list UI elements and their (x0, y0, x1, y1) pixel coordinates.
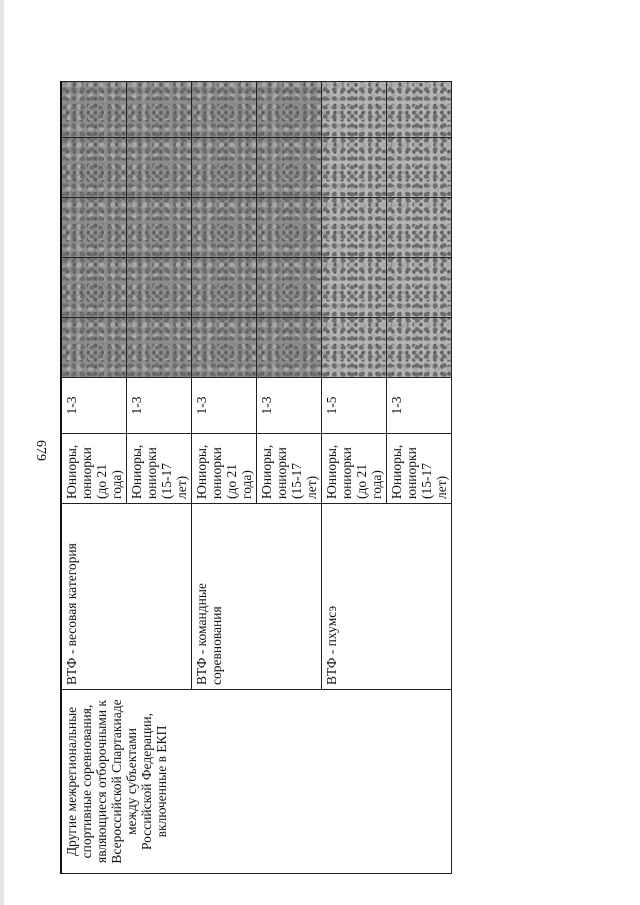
places-cell (61, 378, 127, 434)
redacted-cell (257, 82, 322, 138)
redacted-cell (61, 82, 127, 138)
redacted-cell (61, 198, 127, 258)
redacted-cell (127, 258, 192, 318)
discipline-name: ВТФ - пхумсэ (324, 605, 339, 685)
places-value: 1-3 (259, 396, 274, 415)
age-group: Юниоры, юниорки (15-17 лет) (129, 444, 189, 499)
discipline-cell (61, 504, 192, 690)
age-cell (387, 434, 452, 504)
redacted-cell (127, 318, 192, 378)
redacted-cell (192, 318, 257, 378)
redacted-cell (322, 138, 387, 198)
age-cell (322, 434, 387, 504)
age-group: Юниоры, юниорки (до 21 года) (324, 444, 384, 499)
redacted-cell (61, 318, 127, 378)
redacted-cell (257, 198, 322, 258)
redacted-cell (192, 258, 257, 318)
places-value: 1-3 (389, 396, 404, 415)
age-cell (192, 434, 257, 504)
discipline-cell (322, 504, 452, 690)
table-row (61, 82, 127, 874)
places-cell (192, 378, 257, 434)
redacted-cell (322, 82, 387, 138)
redacted-cell (257, 318, 322, 378)
redacted-cell (127, 138, 192, 198)
places-value: 1-3 (64, 396, 79, 415)
competition-table (60, 81, 452, 874)
redacted-cell (387, 82, 452, 138)
redacted-cell (61, 138, 127, 198)
age-group: Юниоры, юниорки (15-17 лет) (259, 444, 319, 499)
places-value: 1-5 (324, 396, 339, 415)
redacted-cell (192, 198, 257, 258)
age-cell (61, 434, 127, 504)
rotated-table-container (60, 82, 449, 874)
redacted-cell (127, 82, 192, 138)
redacted-cell (387, 198, 452, 258)
age-cell (127, 434, 192, 504)
age-cell (257, 434, 322, 504)
redacted-cell (322, 318, 387, 378)
redacted-cell (387, 318, 452, 378)
age-group: Юниоры, юниорки (до 21 года) (194, 444, 254, 499)
redacted-cell (322, 198, 387, 258)
redacted-cell (387, 258, 452, 318)
redacted-cell (257, 258, 322, 318)
discipline-cell (192, 504, 322, 690)
redacted-cell (192, 82, 257, 138)
redacted-cell (387, 138, 452, 198)
places-value: 1-3 (129, 396, 144, 415)
places-cell (257, 378, 322, 434)
redacted-cell (127, 198, 192, 258)
redacted-cell (322, 258, 387, 318)
places-value: 1-3 (194, 396, 209, 415)
redacted-cell (192, 138, 257, 198)
places-cell (127, 378, 192, 434)
places-cell (322, 378, 387, 434)
places-cell (387, 378, 452, 434)
page-number: 679 (33, 440, 48, 461)
age-group: Юниоры, юниорки (до 21 года) (64, 444, 124, 499)
discipline-name: ВТФ - весовая категория (64, 543, 79, 685)
redacted-cell (61, 258, 127, 318)
discipline-name: ВТФ - командные соревнования (194, 583, 224, 685)
scan-edge (0, 0, 4, 905)
table-rotation-frame (60, 82, 449, 874)
event-cell (61, 690, 452, 874)
age-group: Юниоры, юниорки (15-17 лет) (389, 444, 449, 499)
redacted-cell (257, 138, 322, 198)
event-name: Другие межрегиональные спортивные соревнования, являющиеся отборочными к Всероссийской Спартакиаде между субъектами Российской Федерации, включенные в ЕКП (64, 699, 169, 864)
